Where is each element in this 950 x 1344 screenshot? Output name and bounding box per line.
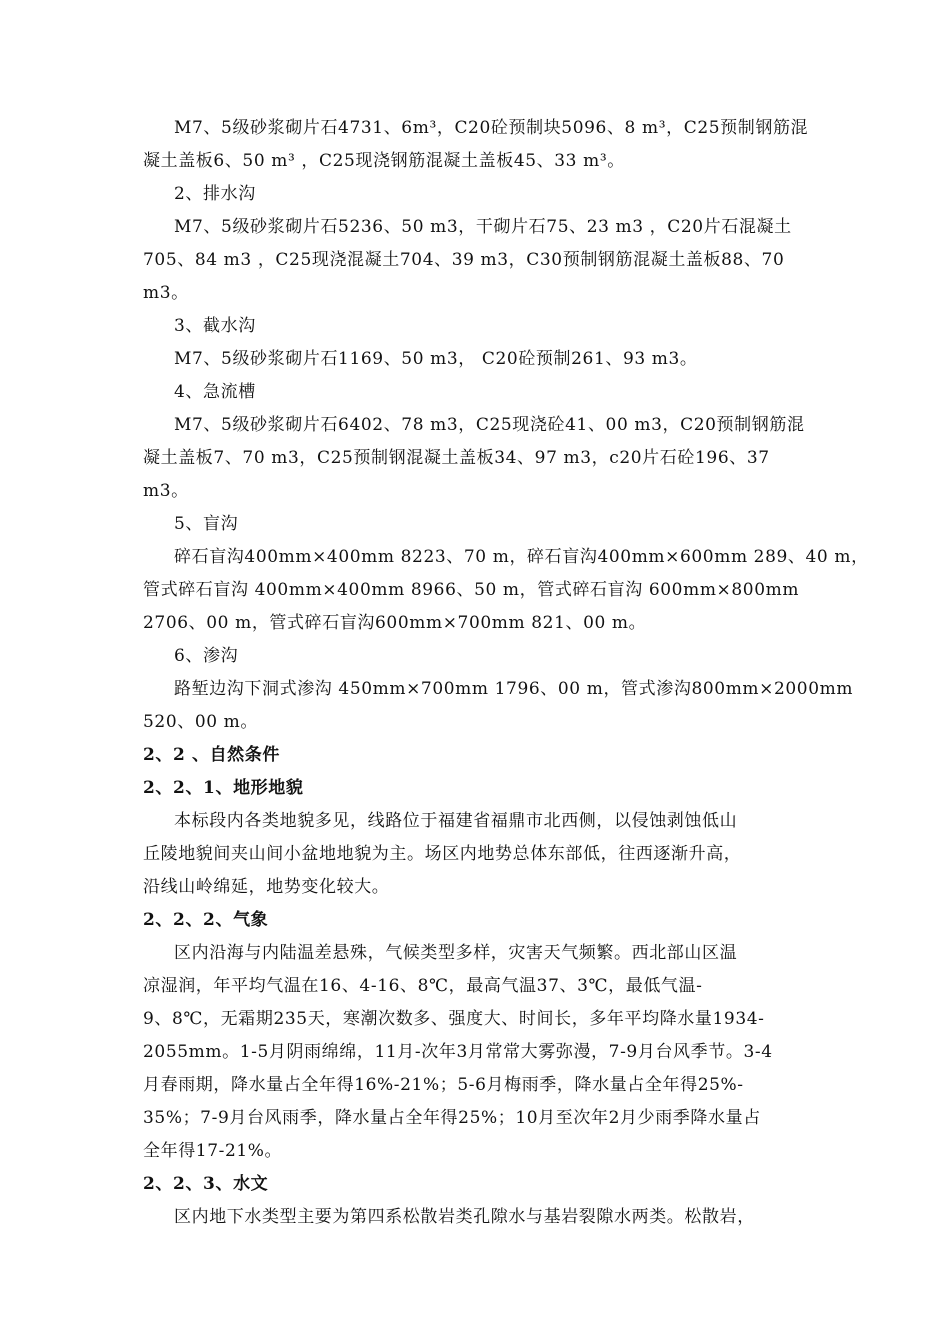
text-line: 5、盲沟 (174, 514, 239, 534)
text-line: 凝土盖板6、50 m³ ，C25现浇钢筋混凝土盖板45、33 m³。 (143, 151, 625, 171)
text-line: 705、84 m3 ，C25现浇混凝土704、39 m3，C30预制钢筋混凝土盖板88、70 (143, 250, 785, 270)
text-line: 2706、00 m，管式碎石盲沟600mm×700mm 821、00 m。 (143, 613, 647, 633)
text-line: 本标段内各类地貌多见，线路位于福建省福鼎市北西侧，以侵蚀剥蚀低山 (174, 811, 738, 831)
text-line: M7、5级砂浆砌片石1169、50 m3， C20砼预制261、93 m3。 (174, 349, 698, 369)
text-line: 丘陵地貌间夹山间小盆地地貌为主。场区内地势总体东部低，往西逐渐升高， (143, 844, 742, 864)
text-line: 4、急流槽 (174, 382, 256, 402)
text-line: m3。 (143, 283, 189, 303)
text-line: 区内地下水类型主要为第四系松散岩类孔隙水与基岩裂隙水两类。松散岩， (174, 1207, 755, 1227)
text-line: 路堑边沟下洞式渗沟 450mm×700mm 1796、00 m，管式渗沟800mm×2000mm (174, 679, 854, 699)
section-heading: 2、2、3、水文 (143, 1174, 269, 1194)
text-line: M7、5级砂浆砌片石5236、50 m3，干砌片石75、23 m3 ，C20片石混凝土 (174, 217, 792, 237)
text-line: M7、5级砂浆砌片石4731、6m³，C20砼预制块5096、8 m³，C25预制钢筋混 (174, 118, 809, 138)
text-line: 区内沿海与内陆温差悬殊，气候类型多样，灾害天气频繁。西北部山区温 (174, 943, 738, 963)
text-line: m3。 (143, 481, 189, 501)
text-line: 管式碎石盲沟 400mm×400mm 8966、50 m，管式碎石盲沟 600mm×800mm (143, 580, 800, 600)
text-line: M7、5级砂浆砌片石6402、78 m3，C25现浇砼41、00 m3，C20预制钢筋混 (174, 415, 805, 435)
section-heading: 2、2 、自然条件 (143, 745, 280, 765)
text-line: 碎石盲沟400mm×400mm 8223、70 m，碎石盲沟400mm×600mm 289、40 m， (174, 547, 869, 567)
text-line: 凝土盖板7、70 m3，C25预制钢混凝土盖板34、97 m3，c20片石砼196、37 (143, 448, 770, 468)
text-line: 全年得17-21%。 (143, 1141, 283, 1161)
text-line: 沿线山岭绵延，地势变化较大。 (143, 877, 390, 897)
text-line: 2、排水沟 (174, 184, 256, 204)
text-line: 月春雨期，降水量占全年得16%-21%；5-6月梅雨季，降水量占全年得25%- (143, 1075, 744, 1095)
text-line: 9、8℃，无霜期235天，寒潮次数多、强度大、时间长，多年平均降水量1934- (143, 1009, 765, 1029)
text-line: 520、00 m。 (143, 712, 259, 732)
text-line: 3、截水沟 (174, 316, 256, 336)
text-line: 6、渗沟 (174, 646, 239, 666)
section-heading: 2、2、2、气象 (143, 910, 269, 930)
section-heading: 2、2、1、地形地貌 (143, 778, 304, 798)
text-line: 35%；7-9月台风雨季，降水量占全年得25%；10月至次年2月少雨季降水量占 (143, 1108, 761, 1128)
text-line: 凉湿润，年平均气温在16、4-16、8℃，最高气温37、3℃，最低气温- (143, 976, 703, 996)
text-line: 2055mm。1-5月阴雨绵绵，11月-次年3月常常大雾弥漫，7-9月台风季节。3-4 (143, 1042, 773, 1062)
